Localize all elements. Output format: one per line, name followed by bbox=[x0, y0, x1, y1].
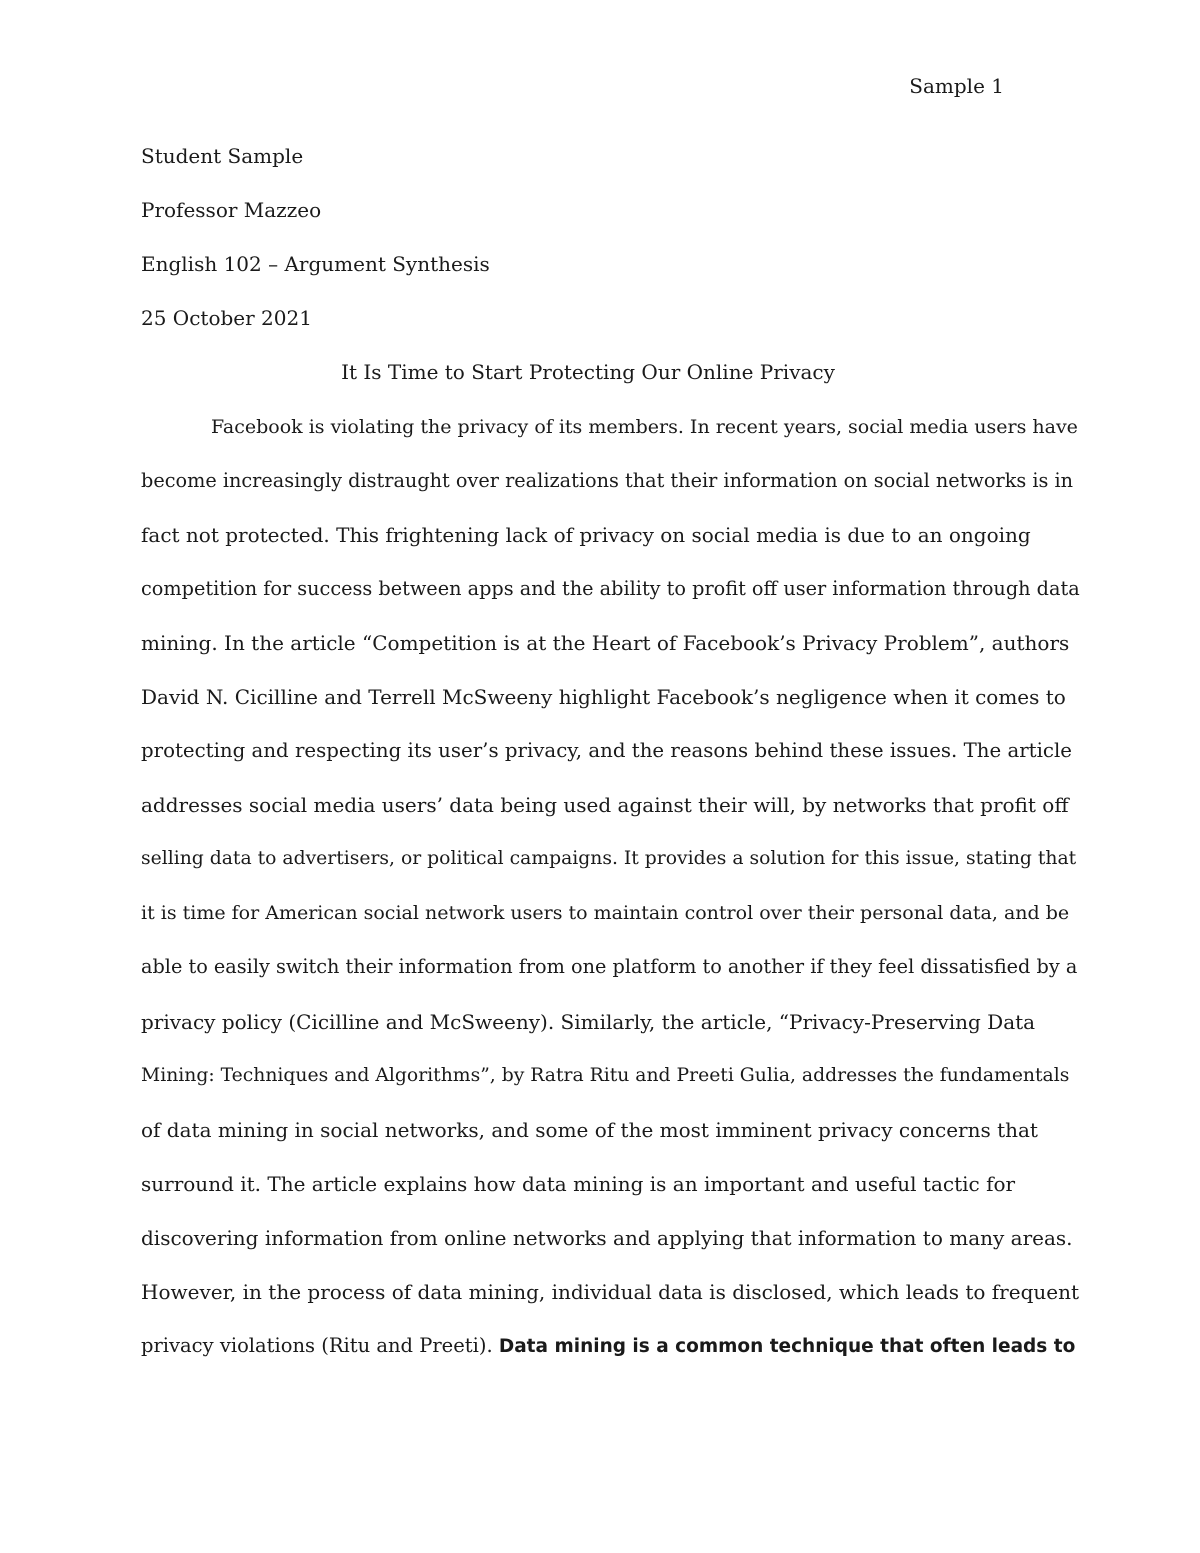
body-line: surround it. The article explains how data mining is an important and useful tactic for bbox=[141, 1172, 1016, 1196]
body-text-regular: privacy violations (Ritu and Preeti). bbox=[141, 1334, 499, 1357]
body-line: privacy policy (Cicilline and McSweeny). Similarly, the article, “Privacy-Preserving Data bbox=[141, 1010, 1036, 1034]
essay-date: 25 October 2021 bbox=[141, 306, 312, 330]
body-line: competition for success between apps and the ability to profit off user information through data bbox=[141, 577, 1080, 600]
body-line-last bbox=[141, 1332, 1075, 1361]
body-line: protecting and respecting its user’s privacy, and the reasons behind these issues. The article bbox=[141, 739, 1072, 762]
body-line: of data mining in social networks, and some of the most imminent privacy concerns that bbox=[141, 1118, 1038, 1142]
body-line: discovering information from online networks and applying that information to many areas. bbox=[141, 1226, 1073, 1250]
body-line: Facebook is violating the privacy of its members. In recent years, social media users have bbox=[211, 416, 1078, 438]
body-line: mining. In the article “Competition is at the Heart of Facebook’s Privacy Problem”, authors bbox=[141, 631, 1070, 655]
course-name: English 102 – Argument Synthesis bbox=[141, 252, 490, 276]
thesis-bold-text: Data mining is a common technique that often leads to bbox=[498, 1336, 1076, 1357]
body-line: fact not protected. This frightening lack of privacy on social media is due to an ongoing bbox=[141, 523, 1031, 547]
body-line: David N. Cicilline and Terrell McSweeny highlight Facebook’s negligence when it comes to bbox=[141, 685, 1066, 709]
body-line: Mining: Techniques and Algorithms”, by Ratra Ritu and Preeti Gulia, addresses the fundamentals bbox=[141, 1065, 1070, 1086]
body-line: become increasingly distraught over realizations that their information on social networks is in bbox=[141, 469, 1074, 492]
body-line: it is time for American social network users to maintain control over their personal data, and be bbox=[141, 902, 1070, 924]
student-name: Student Sample bbox=[141, 144, 304, 168]
professor-name: Professor Mazzeo bbox=[141, 198, 322, 222]
body-line: able to easily switch their information from one platform to another if they feel dissatisfied by a bbox=[141, 955, 1078, 978]
body-line: selling data to advertisers, or political campaigns. It provides a solution for this issue, stating that bbox=[141, 848, 1077, 869]
body-line: addresses social media users’ data being used against their will, by networks that profit off bbox=[141, 793, 1069, 817]
running-head: Sample 1 bbox=[909, 74, 1004, 98]
essay-title: It Is Time to Start Protecting Our Online Privacy bbox=[341, 360, 835, 384]
body-line: However, in the process of data mining, individual data is disclosed, which leads to frequent bbox=[141, 1280, 1080, 1304]
